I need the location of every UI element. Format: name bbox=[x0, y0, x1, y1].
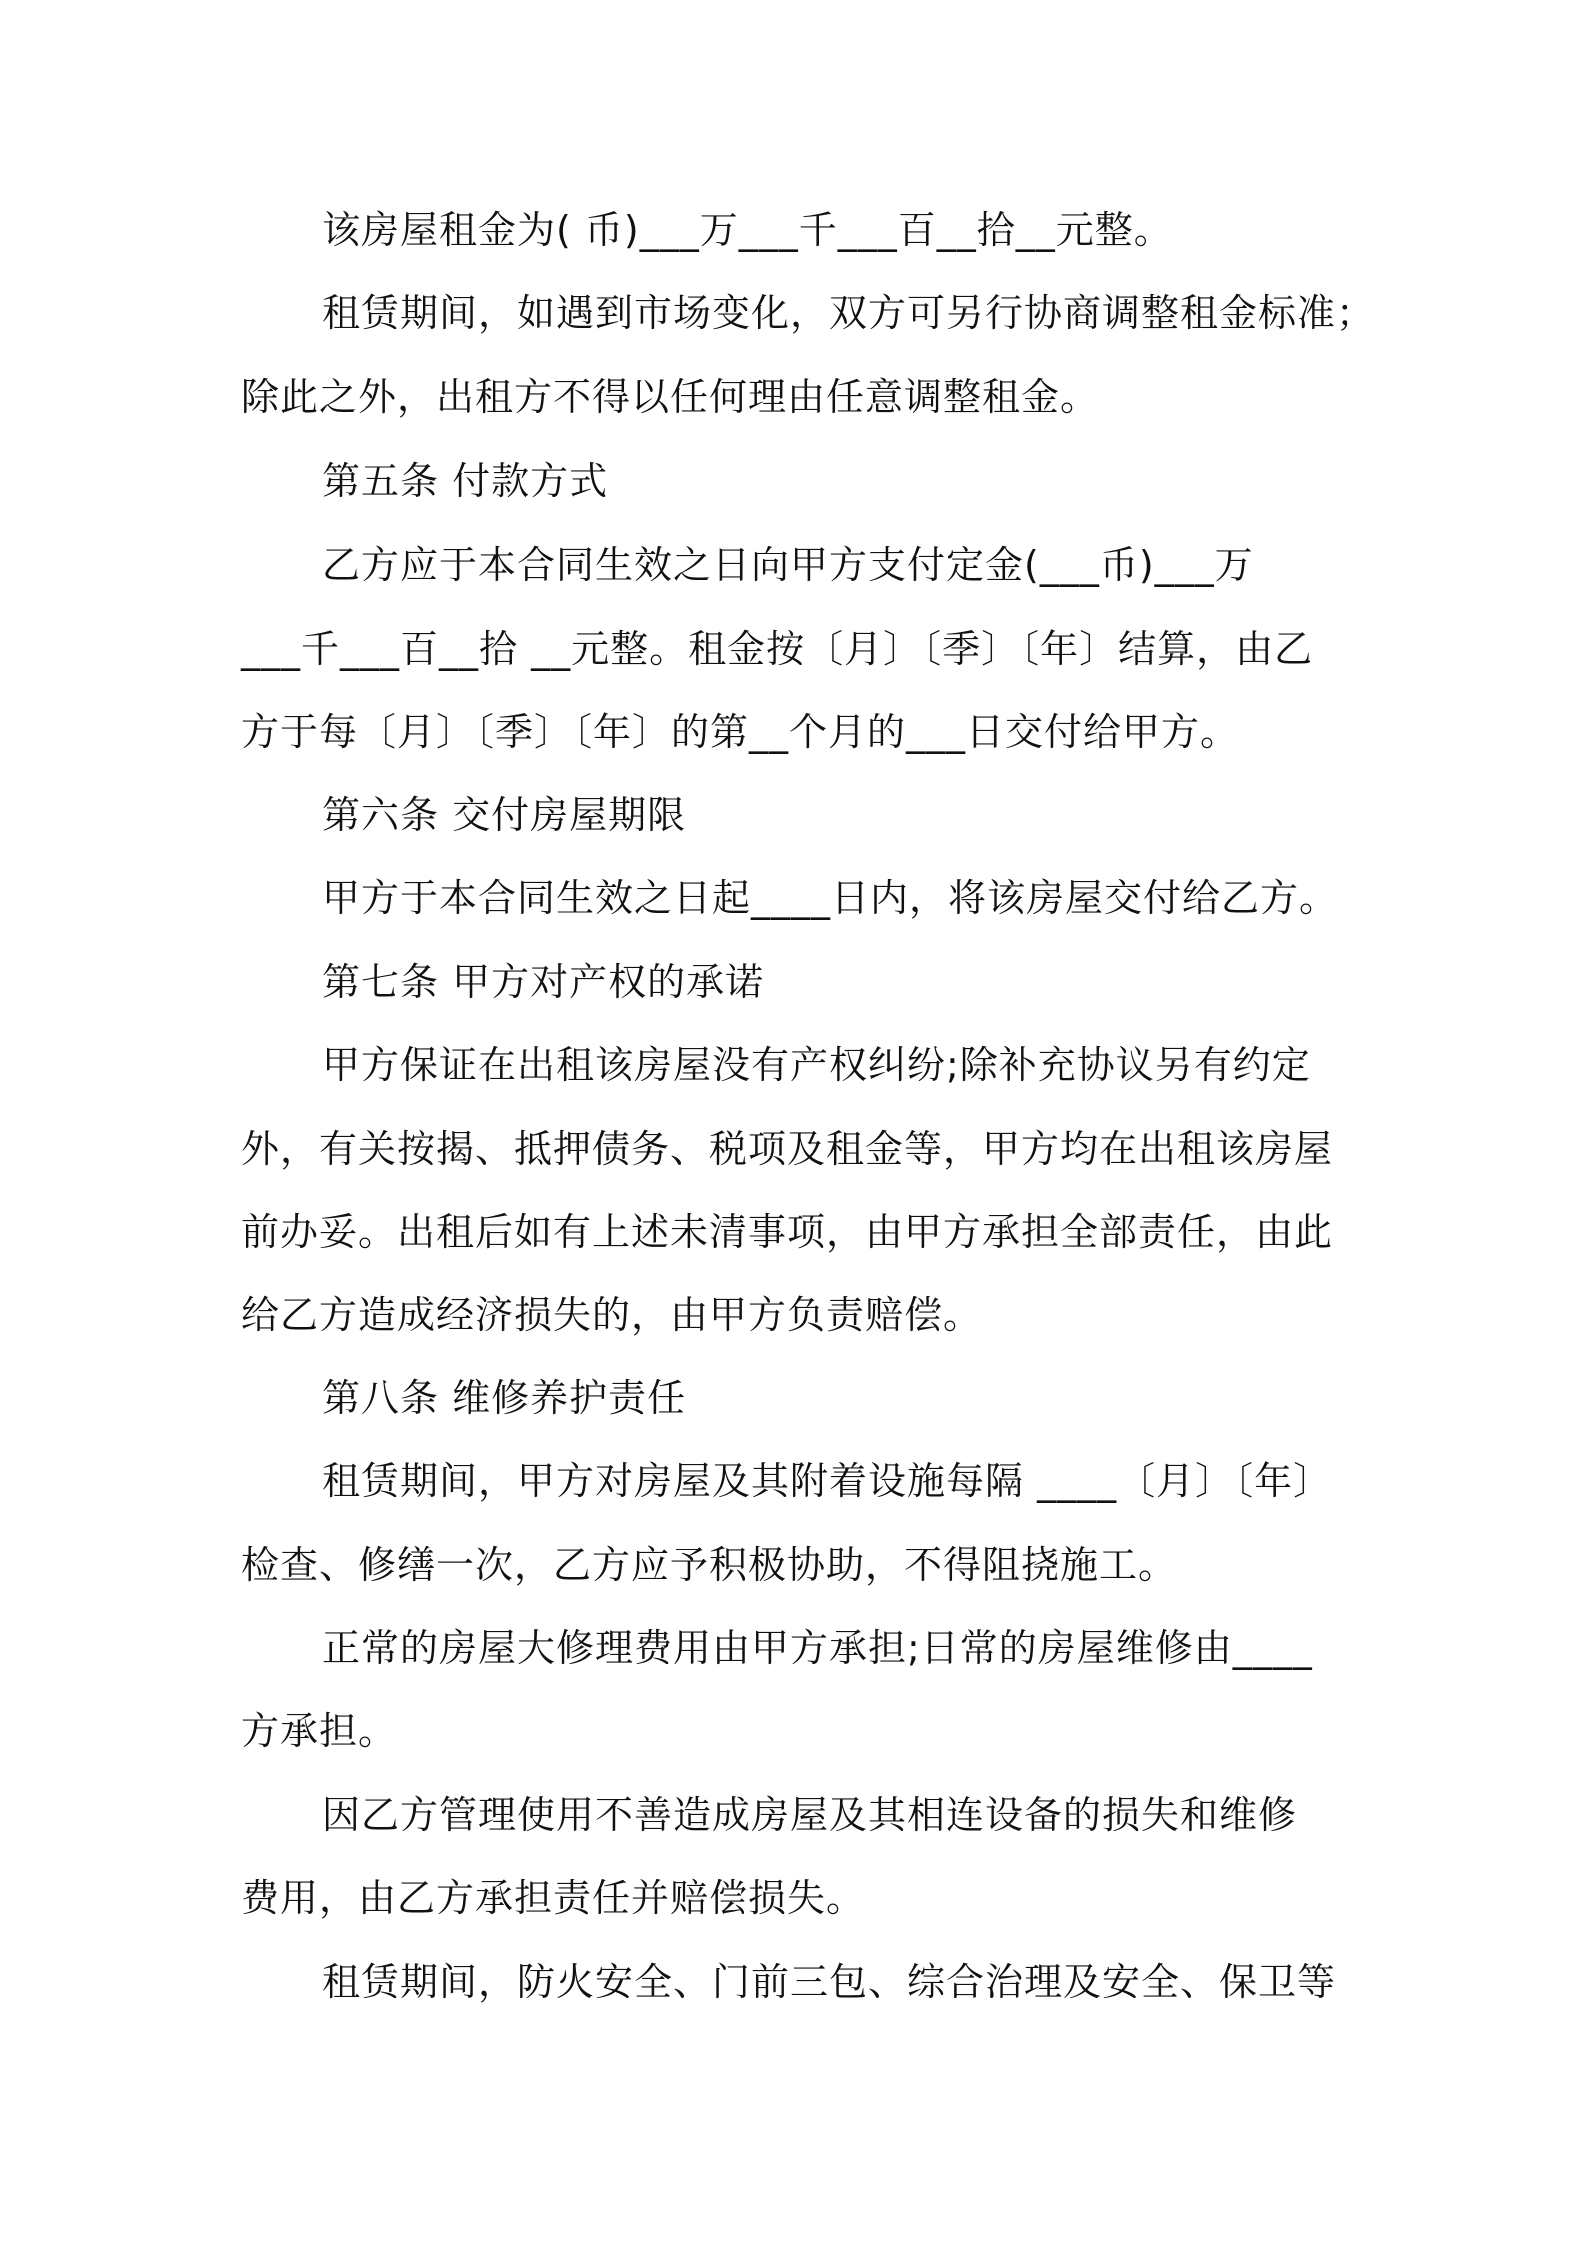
payment-method-line-2: ___千___百__拾 __元整。租金按〔月〕〔季〕〔年〕结算，由乙 bbox=[241, 627, 1314, 671]
payment-method-line-3: 方于每〔月〕〔季〕〔年〕的第__个月的___日交付给甲方。 bbox=[241, 710, 1240, 754]
repair-cost-line-2: 方承担。 bbox=[241, 1709, 398, 1753]
property-rights-line-4: 给乙方造成经济损失的，由甲方负责赔偿。 bbox=[241, 1293, 983, 1337]
maintenance-line-1: 租赁期间，甲方对房屋及其附着设施每隔 ____〔月〕〔年〕 bbox=[322, 1459, 1333, 1503]
payment-method-line-1: 乙方应于本合同生效之日向甲方支付定金(___币)___万 bbox=[322, 543, 1254, 587]
article-8-heading: 第八条 维修养护责任 bbox=[322, 1376, 687, 1420]
property-rights-line-2: 外，有关按揭、抵押债务、税项及租金等，甲方均在出租该房屋 bbox=[241, 1127, 1334, 1171]
article-7-heading: 第七条 甲方对产权的承诺 bbox=[322, 960, 765, 1004]
damage-liability-line-2: 费用，由乙方承担责任并赔偿损失。 bbox=[241, 1876, 866, 1920]
rent-amount-line: 该房屋租金为( 币)___万___千___百__拾__元整。 bbox=[322, 208, 1173, 252]
property-rights-line-1: 甲方保证在出租该房屋没有产权纠纷;除补充协议另有约定 bbox=[322, 1043, 1311, 1087]
damage-liability-line-1: 因乙方管理使用不善造成房屋及其相连设备的损失和维修 bbox=[322, 1793, 1298, 1837]
maintenance-line-2: 检查、修缮一次，乙方应予积极协助，不得阻挠施工。 bbox=[241, 1543, 1178, 1587]
delivery-period-line: 甲方于本合同生效之日起____日内，将该房屋交付给乙方。 bbox=[322, 876, 1339, 920]
rent-adjustment-continuation: 除此之外，出租方不得以任何理由任意调整租金。 bbox=[241, 375, 1100, 419]
safety-responsibility-line: 租赁期间，防火安全、门前三包、综合治理及安全、保卫等 bbox=[322, 1960, 1337, 2004]
article-5-heading: 第五条 付款方式 bbox=[322, 459, 609, 503]
rent-adjustment-line: 租赁期间，如遇到市场变化，双方可另行协商调整租金标准； bbox=[322, 291, 1376, 335]
article-6-heading: 第六条 交付房屋期限 bbox=[322, 793, 687, 837]
repair-cost-line-1: 正常的房屋大修理费用由甲方承担;日常的房屋维修由____ bbox=[322, 1626, 1313, 1670]
property-rights-line-3: 前办妥。出租后如有上述未清事项，由甲方承担全部责任，由此 bbox=[241, 1210, 1334, 1254]
